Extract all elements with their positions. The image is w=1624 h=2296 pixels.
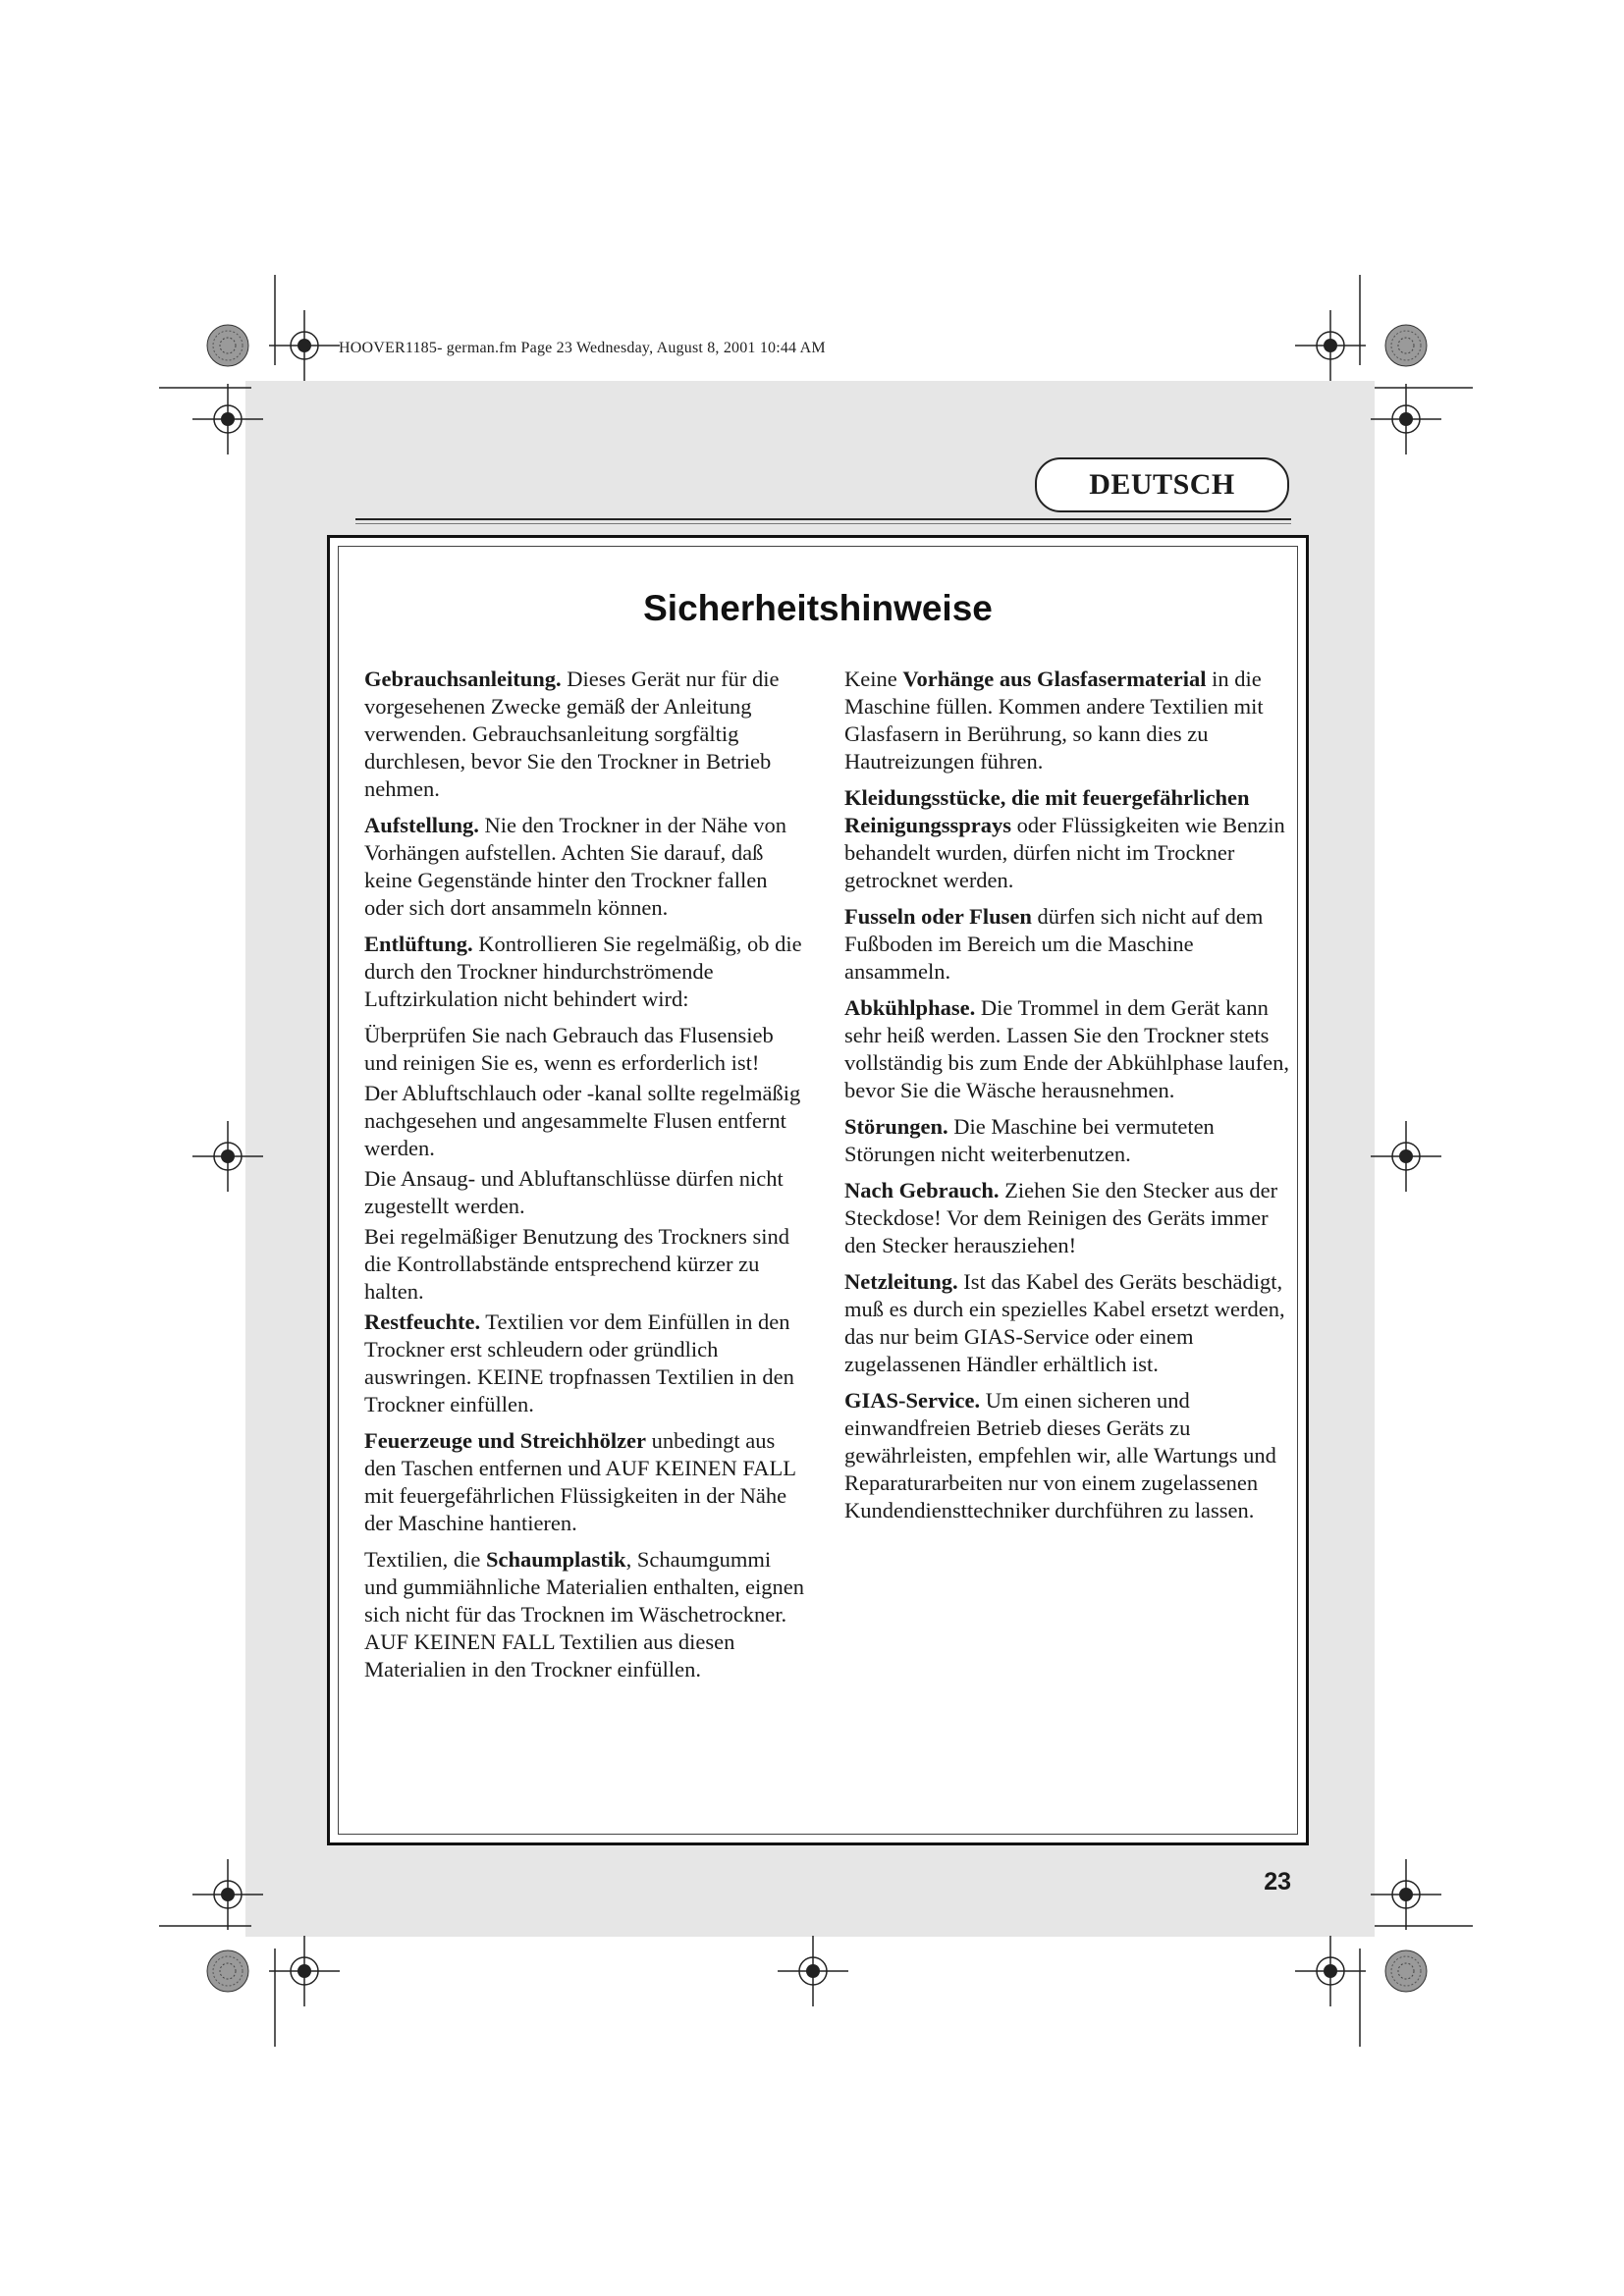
starburst-mark [1385,325,1427,366]
paragraph-heading: Restfeuchte. [364,1309,481,1334]
paragraph-heading: Vorhänge aus Glasfasermaterial [902,667,1207,691]
paragraph-lead-text: Textilien, die [364,1547,487,1572]
safety-paragraph [364,1223,808,1306]
paragraph-text: dürfen sich nicht auf dem Fußboden im Bereich um die Maschine ansammeln. [844,904,1264,984]
page-title: Sicherheitshinweise [643,588,993,628]
paragraph-text: Kontrollieren Sie regelmäßig, ob die durch den Trockner hindurchströmende Luftzirkulation nicht behindert wird: [364,932,802,1011]
safety-paragraph [364,1546,808,1683]
starburst-mark [207,325,248,366]
safety-paragraph [364,931,808,1013]
paragraph-heading: Fusseln oder Flusen [844,904,1032,929]
safety-paragraph [844,784,1291,894]
safety-paragraph [364,1165,808,1220]
safety-paragraph [844,1387,1291,1524]
paragraph-text: Um einen sicheren und einwandfreien Betrieb dieses Geräts zu gewährleisten, empfehlen wir, alle Wartungs und Reparaturarbeiten nur von einem zugelassenen Kundendiensttechniker durchführen zu lassen. [844,1388,1276,1522]
crosshair-mark [1295,1936,1366,2006]
crosshair-mark [192,1859,263,1930]
crosshair-mark [1371,1121,1441,1192]
page-number: 23 [1264,1868,1291,1896]
paragraph-heading: GIAS-Service. [844,1388,981,1413]
paragraph-text: Die Maschine bei vermuteten Störungen nicht weiterbenutzen. [844,1114,1215,1166]
paragraph-text: Überprüfen Sie nach Gebrauch das Flusensieb und reinigen Sie es, wenn es erforderlich ist! [364,1023,774,1075]
safety-paragraph [364,812,808,922]
paragraph-text: , Schaumgummi und gummiähnliche Materialien enthalten, eignen sich nicht für das Trocknen im Wäschetrockner. AUF KEINEN FALL Textilien aus diesen Materialien in den Trockner einfüllen. [364,1547,804,1682]
paragraph-text: Ziehen Sie den Stecker aus der Steckdose! Vor dem Reinigen des Geräts immer den Stecker herausziehen! [844,1178,1278,1257]
paragraph-heading: Abkühlphase. [844,995,976,1020]
safety-paragraph [844,994,1291,1104]
crosshair-mark [778,1936,848,2006]
paragraph-text: in die Maschine füllen. Kommen andere Textilien mit Glasfasern in Berührung, so kann dies zu Hautreizungen führen. [844,667,1264,774]
paragraph-heading: Schaumplastik [486,1547,626,1572]
crosshair-mark [192,384,263,454]
paragraph-heading: Feuerzeuge und Streichhölzer [364,1428,647,1453]
safety-box-inner [338,546,1298,1835]
paragraph-heading: Nach Gebrauch. [844,1178,1000,1202]
paragraph-heading: Netzleitung. [844,1269,958,1294]
right-column [844,666,1291,1533]
safety-paragraph [844,1268,1291,1378]
starburst-mark [207,1950,248,1992]
safety-paragraph [844,666,1291,775]
paragraph-heading: Aufstellung. [364,813,479,837]
paragraph-text: Die Trommel in dem Gerät kann sehr heiß werden. Lassen Sie den Trockner stets vollständig bis zum Ende der Abkühlphase laufen, bevor Sie die Wäsche herausnehmen. [844,995,1290,1102]
paragraph-text: Dieses Gerät nur für die vorgesehenen Zwecke gemäß der Anleitung verwenden. Gebrauchsanleitung sorgfältig durchlesen, bevor Sie den Trockner in Betrieb nehmen. [364,667,780,801]
language-tab: DEUTSCH [1035,457,1289,512]
safety-box [327,535,1309,1845]
left-column [364,666,808,1692]
paragraph-heading: Kleidungsstücke, die mit feuergefährlichen Reinigungssprays [844,785,1250,837]
safety-paragraph [364,1427,808,1537]
header-rule [355,518,1291,520]
crosshair-mark [1295,310,1366,381]
paragraph-text: Nie den Trockner in der Nähe von Vorhängen aufstellen. Achten Sie darauf, daß keine Gegenstände hinter den Trockner fallen oder sich dort ansammeln können. [364,813,786,920]
safety-paragraph [844,903,1291,986]
paragraph-text: unbedingt aus den Taschen entfernen und AUF KEINEN FALL mit feuergefährlichen Flüssigkeiten in der Nähe der Maschine hantieren. [364,1428,796,1535]
paragraph-text: Der Abluftschlauch oder -kanal sollte regelmäßig nachgesehen und angesammelte Flusen entfernt werden. [364,1081,801,1160]
paragraph-text: Textilien vor dem Einfüllen in den Trockner erst schleudern oder gründlich auswringen. KEINE tropfnassen Textilien in den Trockner einfüllen. [364,1309,794,1416]
safety-paragraph [844,1113,1291,1168]
paragraph-text: oder Flüssigkeiten wie Benzin behandelt wurden, dürfen nicht im Trockner getrocknet werden. [844,813,1285,892]
safety-paragraph [364,1022,808,1077]
paragraph-heading: Gebrauchsanleitung. [364,667,562,691]
crosshair-mark [1371,384,1441,454]
paragraph-text: Die Ansaug- und Abluftanschlüsse dürfen nicht zugestellt werden. [364,1166,784,1218]
paragraph-text: Bei regelmäßiger Benutzung des Trockners sind die Kontrollabstände entsprechend kürzer zu halten. [364,1224,790,1304]
crosshair-mark [1371,1859,1441,1930]
safety-paragraph [364,1080,808,1162]
safety-paragraph [364,666,808,803]
starburst-mark [1385,1950,1427,1992]
safety-paragraph [364,1308,808,1418]
safety-paragraph [844,1177,1291,1259]
header-rule-thin [355,523,1291,524]
paragraph-text: Ist das Kabel des Geräts beschädigt, muß es durch ein spezielles Kabel ersetzt werden, das nur beim GIAS-Service oder einem zugelassenen Händler erhältlich ist. [844,1269,1285,1376]
crosshair-mark [192,1121,263,1192]
print-slug: HOOVER1185- german.fm Page 23 Wednesday, August 8, 2001 10:44 AM [339,340,826,356]
crosshair-mark [269,1936,340,2006]
paragraph-heading: Störungen. [844,1114,948,1139]
crosshair-mark [269,310,340,381]
paragraph-heading: Entlüftung. [364,932,473,956]
paragraph-lead-text: Keine [844,667,903,691]
